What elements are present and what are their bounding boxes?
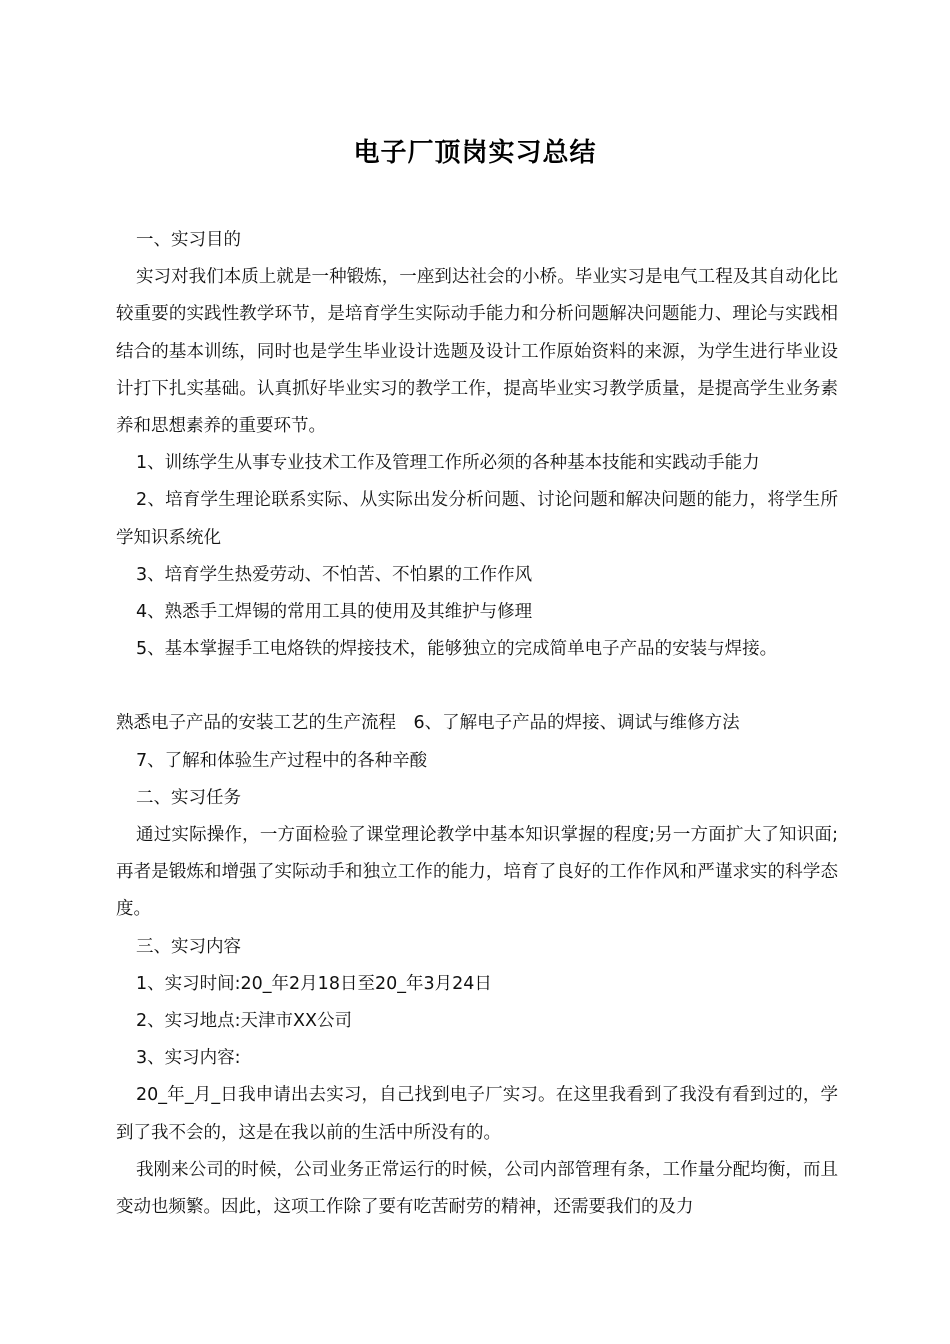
paragraph-tasks: 通过实际操作，一方面检验了课堂理论教学中基本知识掌握的程度;另一方面扩大了知识面;再者是锻炼和增强了实际动手和独立工作的能力，培育了良好的工作作风和严谨求实的科学态度。: [116, 825, 838, 920]
paragraph-purpose-intro: 实习对我们本质上就是一种锻炼，一座到达社会的小桥。毕业实习是电气工程及其自动化比较重要的实践性教学环节，是培育学生实际动手能力和分析问题解决问题能力、理论与实践相结合的基本训练，同时也是学生毕业设计选题及设计工作原始资料的来源，为学生进行毕业设计打下扎实基础。认真抓好毕业实习的教学工作，提高毕业实习教学质量，是提高学生业务素养和思想素养的重要环节。: [116, 267, 838, 437]
list-item-7: 7、了解和体验生产过程中的各种辛酸: [136, 750, 428, 771]
content-item-location: 2、实习地点:天津市XX公司: [136, 1011, 353, 1032]
document-body: [116, 222, 838, 1226]
content-item-content: 3、实习内容:: [136, 1048, 241, 1069]
list-item-6: 熟悉电子产品的安装工艺的生产流程 6、了解电子产品的焊接、调试与维修方法: [116, 713, 740, 734]
paragraph-application: 20_年_月_日我申请出去实习，自己找到电子厂实习。在这里我看到了我没有看到过的，学到了我不会的，这是在我以前的生活中所没有的。: [116, 1085, 838, 1143]
list-item-4: 4、熟悉手工焊锡的常用工具的使用及其维护与修理: [136, 602, 533, 623]
document-title: 电子厂顶岗实习总结: [353, 138, 597, 168]
paragraph-company: 我刚来公司的时候，公司业务正常运行的时候，公司内部管理有条，工作量分配均衡，而且变动也频繁。因此，这项工作除了要有吃苦耐劳的精神，还需要我们的及力: [116, 1159, 838, 1218]
heading-purpose: 一、实习目的: [136, 230, 241, 250]
heading-content: 三、实习内容: [136, 936, 241, 957]
list-item-5: 5、基本掌握手工电烙铁的焊接技术，能够独立的完成简单电子产品的安装与焊接。: [136, 639, 778, 660]
content-item-time: 1、实习时间:20_年2月18日至20_年3月24日: [136, 973, 492, 994]
list-item-2: 2、培育学生理论联系实际、从实际出发分析问题、讨论问题和解决问题的能力，将学生所学知识系统化: [116, 490, 838, 548]
heading-tasks: 二、实习任务: [136, 787, 241, 808]
list-item-3: 3、培育学生热爱劳动、不怕苦、不怕累的工作作风: [136, 564, 533, 585]
list-item-1: 1、训练学生从事专业技术工作及管理工作所必须的各种基本技能和实践动手能力: [136, 453, 760, 474]
